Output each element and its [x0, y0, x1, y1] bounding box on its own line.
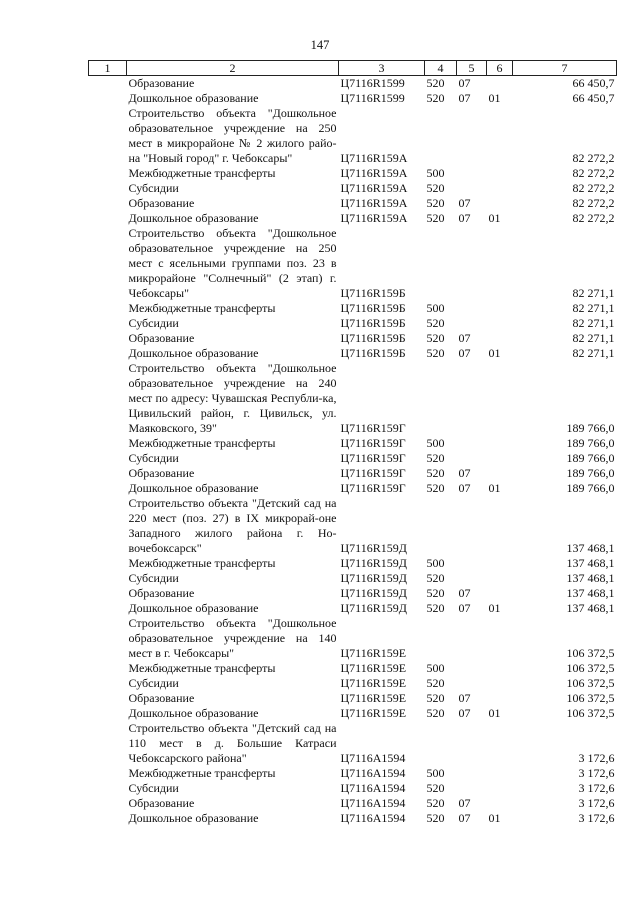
row-name-cell: Межбюджетные трансферты [128, 166, 276, 180]
table-row [89, 481, 617, 496]
row-index-cell [89, 616, 127, 661]
table-row [89, 181, 617, 196]
row-index-cell [89, 106, 127, 166]
row-name-cell: Строительство объекта "Детский сад на 220 мест (поз. 27) в IX микрорай-оне Западного жилого района г. Но-вочебоксарск" [128, 496, 337, 555]
row-vr-cell: 520 [426, 91, 445, 105]
row-amount-cell: 3 172,6 [578, 811, 615, 825]
row-pr-cell [487, 106, 513, 166]
row-code-cell: Ц7116R159Г [340, 451, 406, 465]
row-code-cell: Ц7116R1599 [340, 91, 405, 105]
table-row [89, 571, 617, 586]
row-pr-cell: 01 [488, 811, 501, 825]
row-code-cell: Ц7116R1599 [340, 76, 405, 90]
row-rz-cell [457, 676, 487, 691]
table-row [89, 601, 617, 616]
table-row [89, 451, 617, 466]
row-vr-cell: 500 [426, 166, 445, 180]
row-amount-cell: 137 468,1 [566, 541, 615, 555]
table-row [89, 721, 617, 766]
table-row [89, 316, 617, 331]
row-pr-cell [487, 556, 513, 571]
row-amount-cell: 137 468,1 [566, 556, 615, 570]
row-name-cell: Образование [128, 796, 195, 810]
row-rz-cell: 07 [458, 796, 471, 810]
row-name-cell: Субсидии [128, 571, 179, 585]
row-index-cell [89, 796, 127, 811]
row-index-cell [89, 466, 127, 481]
row-pr-cell [487, 616, 513, 661]
row-rz-cell [457, 106, 487, 166]
row-code-cell: Ц7116R159А [340, 151, 408, 165]
table-row [89, 436, 617, 451]
row-amount-cell: 82 271,1 [572, 301, 615, 315]
row-rz-cell: 07 [458, 211, 471, 225]
row-code-cell: Ц7116R159А [340, 211, 408, 225]
row-name-cell: Дошкольное образование [128, 811, 259, 825]
row-vr-cell: 520 [426, 571, 445, 585]
row-vr-cell: 520 [426, 601, 445, 615]
row-name-cell: Межбюджетные трансферты [128, 661, 276, 675]
row-code-cell: Ц7116R159Д [340, 541, 407, 555]
row-code-cell: Ц7116А1594 [340, 766, 406, 780]
row-pr-cell [487, 436, 513, 451]
row-name-cell: Образование [128, 331, 195, 345]
row-rz-cell [457, 436, 487, 451]
row-vr-cell: 520 [426, 196, 445, 210]
row-index-cell [89, 91, 127, 106]
row-vr-cell [425, 721, 457, 766]
row-amount-cell: 106 372,5 [566, 691, 615, 705]
row-pr-cell [487, 76, 513, 92]
row-code-cell: Ц7116R159А [340, 196, 408, 210]
row-name-cell: Строительство объекта "Дошкольное образовательное учреждение на 250 мест в микрорайоне № 2 жилого райо-на "Новый город" г. Чебоксары" [128, 106, 337, 165]
row-index-cell [89, 766, 127, 781]
row-amount-cell: 82 272,2 [572, 211, 615, 225]
row-index-cell [89, 346, 127, 361]
row-pr-cell [487, 226, 513, 301]
row-code-cell: Ц7116R159Д [340, 571, 407, 585]
row-vr-cell: 520 [426, 451, 445, 465]
row-index-cell [89, 316, 127, 331]
row-index-cell [89, 481, 127, 496]
row-index-cell [89, 811, 127, 826]
row-code-cell: Ц7116А1594 [340, 751, 406, 765]
row-index-cell [89, 451, 127, 466]
table-row [89, 676, 617, 691]
table-row [89, 781, 617, 796]
row-amount-cell: 137 468,1 [566, 601, 615, 615]
table-body [89, 76, 617, 827]
row-amount-cell: 3 172,6 [578, 796, 615, 810]
row-vr-cell: 520 [426, 331, 445, 345]
row-vr-cell: 500 [426, 766, 445, 780]
row-rz-cell: 07 [458, 346, 471, 360]
row-vr-cell: 520 [426, 211, 445, 225]
row-code-cell: Ц7116R159Е [340, 661, 407, 675]
table-row [89, 196, 617, 211]
row-index-cell [89, 196, 127, 211]
row-rz-cell [457, 781, 487, 796]
row-rz-cell [457, 301, 487, 316]
column-header-4: 4 [425, 61, 457, 76]
row-code-cell: Ц7116R159А [340, 166, 408, 180]
row-index-cell [89, 181, 127, 196]
row-pr-cell [487, 331, 513, 346]
row-vr-cell [425, 226, 457, 301]
row-code-cell: Ц7116R159Д [340, 556, 407, 570]
table-row [89, 556, 617, 571]
row-pr-cell [487, 661, 513, 676]
row-code-cell: Ц7116А1594 [340, 781, 406, 795]
row-amount-cell: 82 272,2 [572, 166, 615, 180]
row-vr-cell: 520 [426, 676, 445, 690]
column-header-3: 3 [339, 61, 425, 76]
table-row [89, 796, 617, 811]
row-amount-cell: 189 766,0 [566, 451, 615, 465]
table-row [89, 661, 617, 676]
row-rz-cell: 07 [458, 76, 471, 90]
row-name-cell: Субсидии [128, 451, 179, 465]
row-name-cell: Дошкольное образование [128, 346, 259, 360]
row-rz-cell: 07 [458, 586, 471, 600]
row-pr-cell: 01 [488, 706, 501, 720]
row-vr-cell: 520 [426, 76, 445, 90]
table-row [89, 496, 617, 556]
row-amount-cell: 82 271,1 [572, 331, 615, 345]
row-code-cell: Ц7116R159А [340, 181, 408, 195]
row-vr-cell: 520 [426, 811, 445, 825]
row-name-cell: Субсидии [128, 181, 179, 195]
row-index-cell [89, 226, 127, 301]
row-name-cell: Образование [128, 466, 195, 480]
row-code-cell: Ц7116R159Б [340, 301, 406, 315]
row-pr-cell [487, 781, 513, 796]
row-pr-cell: 01 [488, 211, 501, 225]
row-vr-cell [425, 616, 457, 661]
row-vr-cell: 520 [426, 466, 445, 480]
row-code-cell: Ц7116R159Г [340, 466, 406, 480]
row-pr-cell [487, 496, 513, 556]
row-rz-cell: 07 [458, 331, 471, 345]
table-row [89, 346, 617, 361]
row-rz-cell [457, 496, 487, 556]
row-index-cell [89, 331, 127, 346]
row-amount-cell: 3 172,6 [578, 766, 615, 780]
row-amount-cell: 82 271,1 [572, 346, 615, 360]
row-amount-cell: 106 372,5 [566, 646, 615, 660]
row-name-cell: Образование [128, 586, 195, 600]
row-name-cell: Дошкольное образование [128, 91, 259, 105]
row-name-cell: Дошкольное образование [128, 481, 259, 495]
row-rz-cell: 07 [458, 811, 471, 825]
row-vr-cell: 500 [426, 556, 445, 570]
row-amount-cell: 137 468,1 [566, 571, 615, 585]
row-name-cell: Межбюджетные трансферты [128, 436, 276, 450]
row-pr-cell [487, 796, 513, 811]
row-code-cell: Ц7116R159Е [340, 646, 407, 660]
table-row [89, 706, 617, 721]
table-row [89, 331, 617, 346]
row-pr-cell [487, 571, 513, 586]
row-name-cell: Субсидии [128, 316, 179, 330]
column-header-2: 2 [127, 61, 339, 76]
row-vr-cell: 500 [426, 661, 445, 675]
row-pr-cell [487, 586, 513, 601]
row-name-cell: Строительство объекта "Детский сад на 110 мест в д. Большие Катраси Чебоксарского района" [128, 721, 337, 765]
table-row [89, 91, 617, 106]
row-rz-cell [457, 361, 487, 436]
table-row [89, 616, 617, 661]
row-rz-cell [457, 166, 487, 181]
row-index-cell [89, 781, 127, 796]
row-index-cell [89, 706, 127, 721]
row-name-cell: Межбюджетные трансферты [128, 766, 276, 780]
row-amount-cell: 106 372,5 [566, 706, 615, 720]
row-amount-cell: 82 271,1 [572, 316, 615, 330]
row-index-cell [89, 361, 127, 436]
row-name-cell: Межбюджетные трансферты [128, 301, 276, 315]
row-index-cell [89, 601, 127, 616]
row-rz-cell: 07 [458, 466, 471, 480]
row-pr-cell [487, 361, 513, 436]
row-name-cell: Образование [128, 691, 195, 705]
row-code-cell: Ц7116R159Б [340, 331, 406, 345]
row-amount-cell: 189 766,0 [566, 481, 615, 495]
row-amount-cell: 82 272,2 [572, 196, 615, 210]
row-index-cell [89, 166, 127, 181]
row-code-cell: Ц7116R159Е [340, 706, 407, 720]
row-index-cell [89, 586, 127, 601]
row-vr-cell: 520 [426, 586, 445, 600]
row-pr-cell: 01 [488, 481, 501, 495]
row-index-cell [89, 676, 127, 691]
row-code-cell: Ц7116R159Д [340, 586, 407, 600]
table-header [89, 61, 617, 76]
row-vr-cell: 520 [426, 346, 445, 360]
row-rz-cell [457, 766, 487, 781]
row-index-cell [89, 571, 127, 586]
row-rz-cell [457, 451, 487, 466]
page-number: 147 [310, 38, 330, 52]
row-pr-cell [487, 766, 513, 781]
row-index-cell [89, 436, 127, 451]
row-pr-cell [487, 166, 513, 181]
column-header-6: 6 [487, 61, 513, 76]
row-amount-cell: 106 372,5 [566, 676, 615, 690]
table-row [89, 691, 617, 706]
row-name-cell: Межбюджетные трансферты [128, 556, 276, 570]
row-rz-cell [457, 226, 487, 301]
table-row [89, 226, 617, 301]
row-amount-cell: 137 468,1 [566, 586, 615, 600]
row-amount-cell: 189 766,0 [566, 421, 615, 435]
row-code-cell: Ц7116R159Б [340, 286, 406, 300]
row-amount-cell: 66 450,7 [572, 91, 615, 105]
row-vr-cell: 500 [426, 301, 445, 315]
row-amount-cell: 66 450,7 [572, 76, 615, 90]
row-index-cell [89, 721, 127, 766]
row-pr-cell [487, 721, 513, 766]
row-code-cell: Ц7116А1594 [340, 811, 406, 825]
row-amount-cell: 82 272,2 [572, 151, 615, 165]
table-row [89, 76, 617, 92]
row-pr-cell: 01 [488, 601, 501, 615]
row-index-cell [89, 211, 127, 226]
budget-table [88, 60, 617, 826]
row-name-cell: Дошкольное образование [128, 601, 259, 615]
row-code-cell: Ц7116А1594 [340, 796, 406, 810]
row-name-cell: Образование [128, 76, 195, 90]
table-row [89, 211, 617, 226]
row-amount-cell: 3 172,6 [578, 781, 615, 795]
row-name-cell: Строительство объекта "Дошкольное образовательное учреждение на 240 мест по адресу: Чувашская Республи-ка, Цивильский район, г. Цивильск, ул. Маяковского, 39" [128, 361, 337, 435]
table-row [89, 301, 617, 316]
row-rz-cell [457, 616, 487, 661]
row-amount-cell: 189 766,0 [566, 466, 615, 480]
row-pr-cell [487, 196, 513, 211]
row-rz-cell [457, 661, 487, 676]
table-row [89, 766, 617, 781]
row-index-cell [89, 661, 127, 676]
row-rz-cell [457, 571, 487, 586]
row-vr-cell: 520 [426, 691, 445, 705]
row-index-cell [89, 691, 127, 706]
row-amount-cell: 3 172,6 [578, 751, 615, 765]
row-name-cell: Строительство объекта "Дошкольное образовательное учреждение на 250 мест с ясельными группами поз. 23 в микрорайоне "Солнечный" (2 этап) г. Чебоксары" [128, 226, 337, 300]
row-pr-cell [487, 451, 513, 466]
row-vr-cell [425, 106, 457, 166]
row-rz-cell [457, 316, 487, 331]
row-name-cell: Субсидии [128, 781, 179, 795]
row-vr-cell [425, 496, 457, 556]
table-row [89, 811, 617, 826]
table-row [89, 466, 617, 481]
row-code-cell: Ц7116R159Е [340, 691, 407, 705]
row-vr-cell: 520 [426, 781, 445, 795]
row-pr-cell [487, 691, 513, 706]
column-header-1: 1 [89, 61, 127, 76]
row-code-cell: Ц7116R159Б [340, 346, 406, 360]
table-row [89, 166, 617, 181]
row-index-cell [89, 76, 127, 92]
row-name-cell: Образование [128, 196, 195, 210]
table-row [89, 106, 617, 166]
row-pr-cell [487, 301, 513, 316]
row-name-cell: Субсидии [128, 676, 179, 690]
row-pr-cell: 01 [488, 346, 501, 360]
row-vr-cell [425, 361, 457, 436]
row-code-cell: Ц7116R159Б [340, 316, 406, 330]
row-rz-cell [457, 181, 487, 196]
row-index-cell [89, 496, 127, 556]
column-header-7: 7 [513, 61, 617, 76]
row-vr-cell: 520 [426, 481, 445, 495]
row-index-cell [89, 301, 127, 316]
row-pr-cell [487, 316, 513, 331]
header-row [89, 61, 617, 76]
row-pr-cell [487, 181, 513, 196]
row-rz-cell: 07 [458, 601, 471, 615]
row-amount-cell: 82 272,2 [572, 181, 615, 195]
row-pr-cell [487, 676, 513, 691]
row-amount-cell: 82 271,1 [572, 286, 615, 300]
row-name-cell: Дошкольное образование [128, 706, 259, 720]
row-name-cell: Дошкольное образование [128, 211, 259, 225]
row-name-cell: Строительство объекта "Дошкольное образовательное учреждение на 140 мест в г. Чебоксары" [128, 616, 337, 660]
row-rz-cell: 07 [458, 706, 471, 720]
row-vr-cell: 520 [426, 181, 445, 195]
row-code-cell: Ц7116R159Г [340, 421, 406, 435]
row-vr-cell: 500 [426, 436, 445, 450]
row-rz-cell: 07 [458, 91, 471, 105]
row-code-cell: Ц7116R159Г [340, 436, 406, 450]
column-header-5: 5 [457, 61, 487, 76]
row-code-cell: Ц7116R159Д [340, 601, 407, 615]
row-pr-cell [487, 466, 513, 481]
row-pr-cell: 01 [488, 91, 501, 105]
row-index-cell [89, 556, 127, 571]
row-rz-cell [457, 556, 487, 571]
row-code-cell: Ц7116R159Е [340, 676, 407, 690]
row-rz-cell: 07 [458, 691, 471, 705]
row-amount-cell: 106 372,5 [566, 661, 615, 675]
table-row [89, 361, 617, 436]
row-vr-cell: 520 [426, 796, 445, 810]
row-amount-cell: 189 766,0 [566, 436, 615, 450]
row-code-cell: Ц7116R159Г [340, 481, 406, 495]
row-vr-cell: 520 [426, 706, 445, 720]
row-rz-cell: 07 [458, 196, 471, 210]
table-row [89, 586, 617, 601]
row-rz-cell [457, 721, 487, 766]
row-vr-cell: 520 [426, 316, 445, 330]
row-rz-cell: 07 [458, 481, 471, 495]
